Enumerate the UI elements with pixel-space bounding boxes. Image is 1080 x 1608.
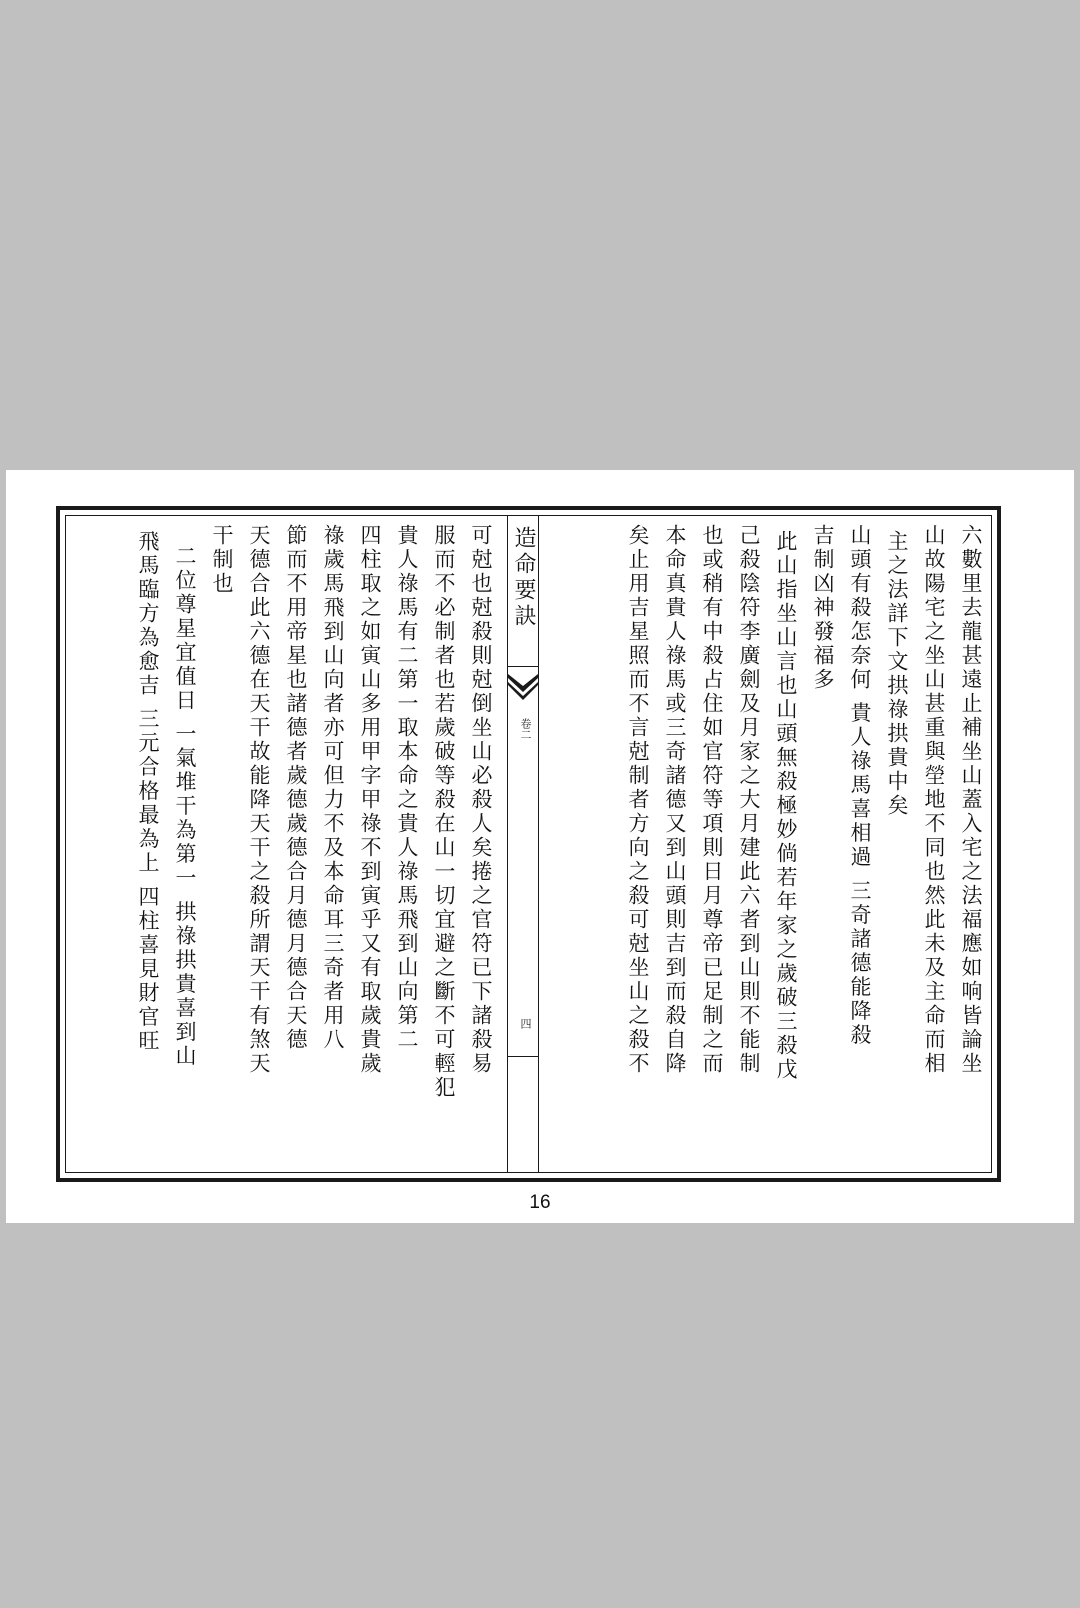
right-half-page <box>539 516 995 1172</box>
text-column: 此山指坐山言也山頭無殺極妙倘若年家之歲破三殺戊 <box>774 530 798 1082</box>
text-column: 貴人祿馬有二第一取本命之貴人祿馬飛到山向第二 <box>395 524 419 1052</box>
text-column: 干制也 <box>210 524 234 596</box>
book-title: 造命要訣 <box>511 526 536 630</box>
verse-column: 二位尊星宜值日 一氣堆干為第一 拱祿拱貴喜到山 <box>173 545 197 1069</box>
leaf-number: 四 <box>519 1018 532 1029</box>
text-column: 服而不必制者也若歲破等殺在山一切宜避之斷不可輕犯 <box>432 524 456 1100</box>
text-column: 矣止用吉星照而不言尅制者方向之殺可尅坐山之殺不 <box>626 524 650 1076</box>
fishtail-mark-icon <box>508 674 538 704</box>
verse-column: 吉制凶神發福多 <box>811 524 835 692</box>
text-column: 六數里去龍甚遠止補坐山蓋入宅之法福應如响皆論坐 <box>959 524 983 1076</box>
center-fold <box>507 516 539 1172</box>
fold-divider <box>508 1056 538 1057</box>
book-inner-border <box>65 515 992 1173</box>
text-column: 山故陽宅之坐山甚重與塋地不同也然此未及主命而相 <box>922 524 946 1076</box>
text-column: 可尅也尅殺則尅倒坐山必殺人矣捲之官符已下諸殺易 <box>469 524 493 1076</box>
page-number: 16 <box>529 1192 551 1213</box>
text-column: 祿歲馬飛到山向者亦可但力不及本命耳三奇者用八 <box>321 524 345 1052</box>
book-frame <box>56 506 1001 1182</box>
scanned-page <box>6 470 1074 1223</box>
chapter-mark: 卷二 <box>519 718 532 740</box>
text-column: 本命真貴人祿馬或三奇諸德又到山頭則吉到而殺自降 <box>663 524 687 1076</box>
text-column: 四柱取之如寅山多用甲字甲祿不到寅乎又有取歲貴歲 <box>358 524 382 1076</box>
text-column: 節而不用帝星也諸德者歲德歲德合月德月德合天德 <box>284 524 308 1052</box>
left-half-page <box>66 516 507 1172</box>
text-column: 天德合此六德在天干故能降天干之殺所謂天干有煞天 <box>247 524 271 1076</box>
verse-column: 山頭有殺怎奈何 貴人祿馬喜相過 三奇諸德能降殺 <box>848 524 872 1048</box>
verse-column: 飛馬臨方為愈吉 三元合格最為上 四柱喜見財官旺 <box>136 530 160 1054</box>
text-column: 主之法詳下文拱祿拱貴中矣 <box>885 530 909 818</box>
text-column: 也或稍有中殺占住如官符等項則日月尊帝已足制之而 <box>700 524 724 1076</box>
text-column: 己殺陰符李廣劍及月家之大月建此六者到山則不能制 <box>737 524 761 1076</box>
fold-divider <box>508 666 538 667</box>
